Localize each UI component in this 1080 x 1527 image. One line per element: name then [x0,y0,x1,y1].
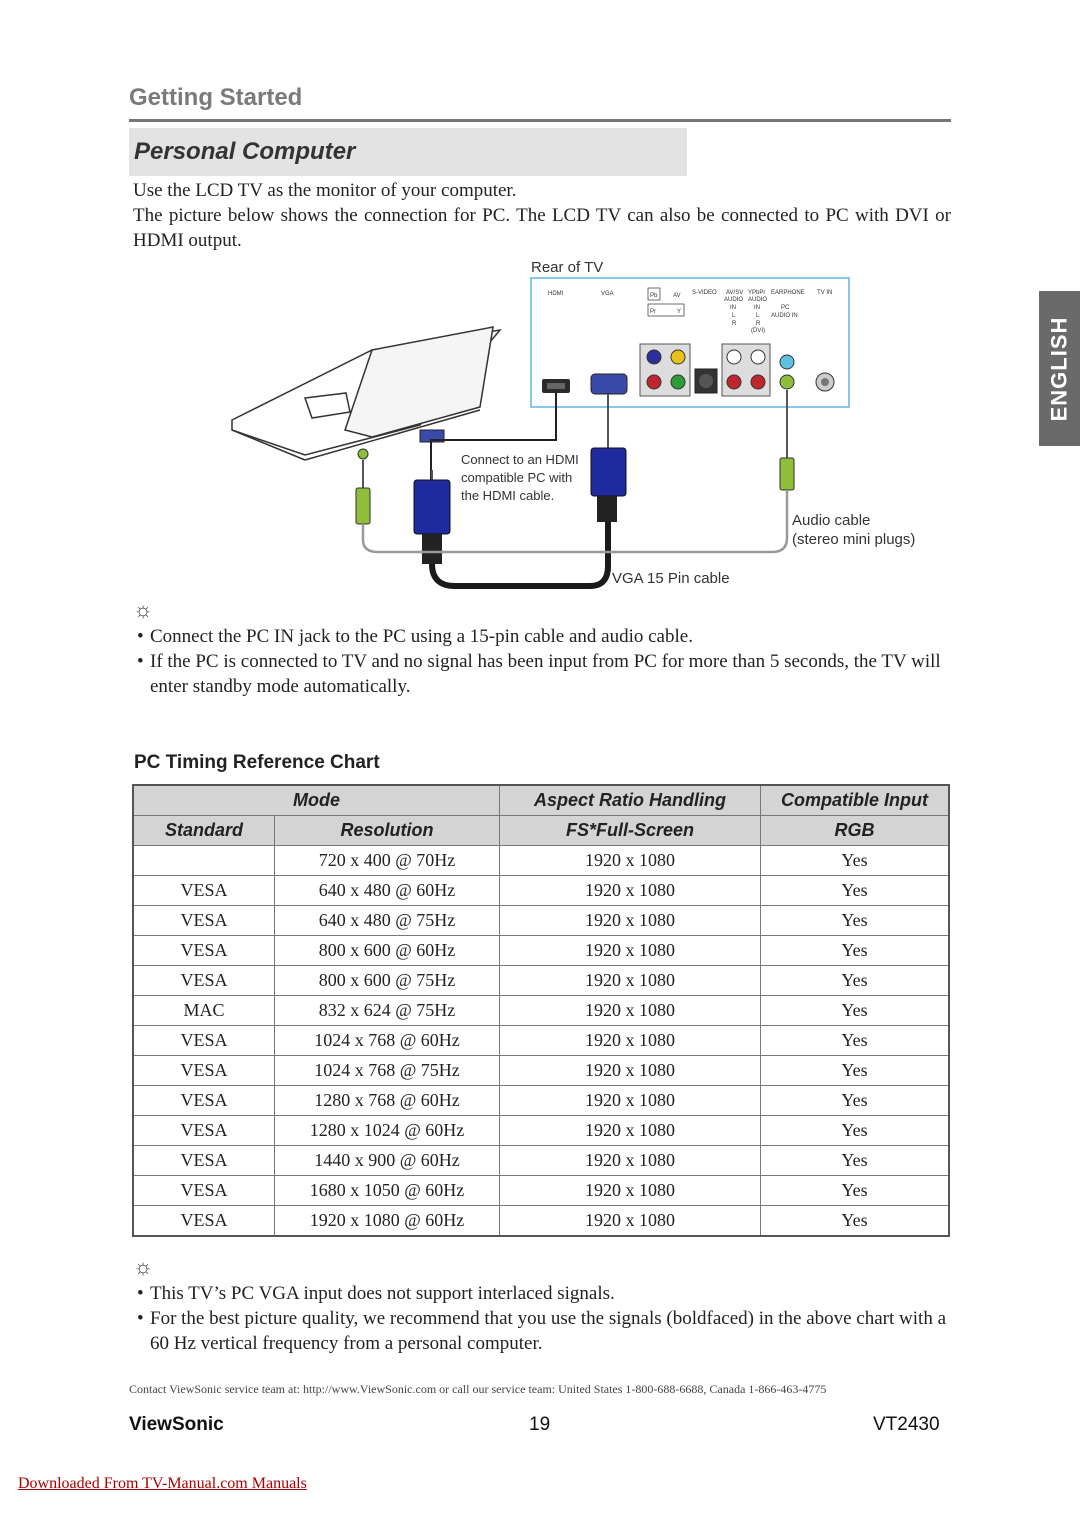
table-cell: VESA [133,876,275,906]
table-header-row-1 [133,785,949,816]
table-row [133,966,949,996]
table-cell: VESA [133,1116,275,1146]
table-cell: 1024 x 768 @ 75Hz [275,1056,500,1086]
table-cell: 800 x 600 @ 60Hz [275,936,500,966]
port-label-dvi: (DVI) [751,328,765,334]
table-cell: 1920 x 1080 [500,1206,761,1237]
vga-cable-label: VGA 15 Pin cable [612,570,730,587]
intro-line-2: The picture below shows the connection for PC. The LCD TV can also be connected to PC with DVI or HDMI output. [133,205,951,251]
table-cell: 1920 x 1080 [500,1146,761,1176]
vga-connector-tv [591,448,626,496]
table-cell: Yes [761,1146,950,1176]
table-cell: Yes [761,1086,950,1116]
table-row [133,996,949,1026]
note1-bullet-2: • If the PC is connected to TV and no signal has been input from PC for more than 5 seconds, the TV will enter standby mode automatically. [137,649,952,699]
table-cell: Yes [761,1026,950,1056]
port-label-l-1: L [732,313,736,319]
table-cell: Yes [761,996,950,1026]
table-cell: Yes [761,1206,950,1237]
port-label-audio-2: AUDIO [748,297,768,303]
table-cell: Yes [761,1176,950,1206]
sun-icon: ☼ [133,597,154,622]
pc-audio-in-port [780,375,794,389]
table-row [133,876,949,906]
table-cell: VESA [133,1206,275,1237]
table-cell: VESA [133,936,275,966]
table-cell: Yes [761,1116,950,1146]
table-row [133,846,949,876]
table-cell: VESA [133,1086,275,1116]
port-label-earphone: EARPHONE [771,290,805,296]
chart-title: PC Timing Reference Chart [134,752,380,773]
table-cell: 1280 x 1024 @ 60Hz [275,1116,500,1146]
table-row [133,1026,949,1056]
table-cell: Yes [761,906,950,936]
table-cell: VESA [133,1176,275,1206]
table-cell: 1920 x 1080 [500,1116,761,1146]
table-cell: VESA [133,1056,275,1086]
port-label-avsv: AV/SV [726,290,744,296]
note2-bullet-1: • This TV’s PC VGA input does not support interlaced signals. [137,1281,952,1306]
header-mode: Mode [133,785,500,816]
audio-cable-label-line-1: Audio cable [792,512,871,529]
table-cell: 1920 x 1080 [500,996,761,1026]
header-resolution: Resolution [275,816,500,846]
table-row [133,1206,949,1237]
port-label-tvin: TV IN [817,290,833,296]
table-cell: VESA [133,966,275,996]
port-label-in-2: IN [754,305,760,311]
table-cell: 1920 x 1080 [500,876,761,906]
page-number: 19 [529,1414,551,1435]
audio-cable-label-line-2: (stereo mini plugs) [792,531,916,548]
table-cell [133,846,275,876]
table-cell: 720 x 400 @ 70Hz [275,846,500,876]
table-cell: 640 x 480 @ 60Hz [275,876,500,906]
audio-plug-tv [780,458,794,490]
port-label-pb: Pb [650,293,658,299]
table-cell: 1920 x 1080 [500,1086,761,1116]
vga-port [591,374,627,394]
port-label-l-2: L [756,313,760,319]
port-label-av: AV [673,293,681,299]
table-cell: 1440 x 900 @ 60Hz [275,1146,500,1176]
port-label-audio-in: AUDIO IN [771,313,798,319]
table-cell: Yes [761,1056,950,1086]
download-link[interactable]: Downloaded From TV-Manual.com Manuals [18,1475,307,1492]
table-cell: 640 x 480 @ 75Hz [275,906,500,936]
table-cell: 1920 x 1080 [500,936,761,966]
table-cell: Yes [761,966,950,996]
table-row [133,1116,949,1146]
table-cell: 1920 x 1080 @ 60Hz [275,1206,500,1237]
table-row [133,1176,949,1206]
table-cell: 1024 x 768 @ 60Hz [275,1026,500,1056]
port-label-pr: Pr [650,309,656,315]
rear-of-tv-label: Rear of TV [531,259,604,276]
language-tab-label: ENGLISH [1046,316,1072,421]
note2-bullet-2: • For the best picture quality, we recommend that you use the signals (boldfaced) in the above chart with a 60 Hz vertical frequency from a personal computer. [137,1306,952,1356]
title-rule [129,119,951,122]
table-row [133,1086,949,1116]
table-cell: MAC [133,996,275,1026]
table-cell: 1920 x 1080 [500,846,761,876]
port-label-audio-1: AUDIO [724,297,744,303]
page-subtitle: Personal Computer [134,138,356,165]
note1-bullet-2-text: If the PC is connected to TV and no signal has been input from PC for more than 5 seconds, the TV will enter standby mode automatically. [150,651,941,697]
port-label-r-1: R [732,321,737,327]
table-cell: 1920 x 1080 [500,1176,761,1206]
brand-name: ViewSonic [129,1414,224,1435]
audio-plug-pc [356,488,370,524]
table-cell: 1920 x 1080 [500,966,761,996]
table-cell: 1680 x 1050 @ 60Hz [275,1176,500,1206]
table-cell: 832 x 624 @ 75Hz [275,996,500,1026]
table-row [133,936,949,966]
note1-bullet-1: • Connect the PC IN jack to the PC using a 15-pin cable and audio cable. [137,624,952,649]
section-title: Getting Started [129,84,303,111]
port-label-hdmi: HDMI [548,291,564,297]
port-label-pc: PC [781,305,790,311]
table-row [133,1056,949,1086]
hdmi-note-line-3: the HDMI cable. [461,488,555,503]
intro-line-1: Use the LCD TV as the monitor of your computer. [133,180,517,201]
table-body [133,846,949,1237]
contact-line: Contact ViewSonic service team at: http://www.ViewSonic.com or call our service team: United States 1-800-688-6688, Canada 1-866-463-4775 [129,1382,827,1396]
port-label-ypbpr: YPbPr [748,290,766,296]
header-standard: Standard [133,816,275,846]
hdmi-note-line-2: compatible PC with [461,470,573,485]
port-label-y: Y [677,309,682,315]
vga-cable [432,522,608,586]
note2-bullet-2-text: For the best picture quality, we recommend that you use the signals (boldfaced) in the above chart with a 60 Hz vertical frequency from a personal computer. [150,1308,946,1354]
laptop-audio-port [358,449,368,459]
note1-bullet-1-text: Connect the PC IN jack to the PC using a 15-pin cable and audio cable. [150,626,693,647]
timing-table [132,784,950,1237]
header-aspect: Aspect Ratio Handling [500,785,761,816]
note2-bullet-1-text: This TV’s PC VGA input does not support interlaced signals. [150,1283,615,1304]
table-row [133,906,949,936]
table-header-row-2 [133,816,949,846]
table-cell: 1920 x 1080 [500,1026,761,1056]
table-cell: Yes [761,846,950,876]
header-rgb: RGB [761,816,950,846]
header-fullscreen: FS*Full-Screen [500,816,761,846]
port-label-in-1: IN [730,305,736,311]
table-cell: Yes [761,876,950,906]
table-cell: 1920 x 1080 [500,906,761,936]
table-cell: 1280 x 768 @ 60Hz [275,1086,500,1116]
table-row [133,1146,949,1176]
sun-icon: ☼ [133,1254,154,1279]
vga-connector-pc [414,480,450,534]
table-cell: 800 x 600 @ 75Hz [275,966,500,996]
earphone-port [780,355,794,369]
connection-diagram [0,250,1080,595]
header-compatible: Compatible Input [761,785,950,816]
model-number: VT2430 [873,1414,940,1435]
table-cell: VESA [133,1026,275,1056]
port-label-vga: VGA [601,291,614,297]
hdmi-note-line-1: Connect to an HDMI [461,452,579,467]
port-label-svideo: S-VIDEO [692,290,717,296]
port-label-r-2: R [756,321,761,327]
table-cell: VESA [133,1146,275,1176]
table-cell: Yes [761,936,950,966]
table-cell: 1920 x 1080 [500,1056,761,1086]
table-cell: VESA [133,906,275,936]
